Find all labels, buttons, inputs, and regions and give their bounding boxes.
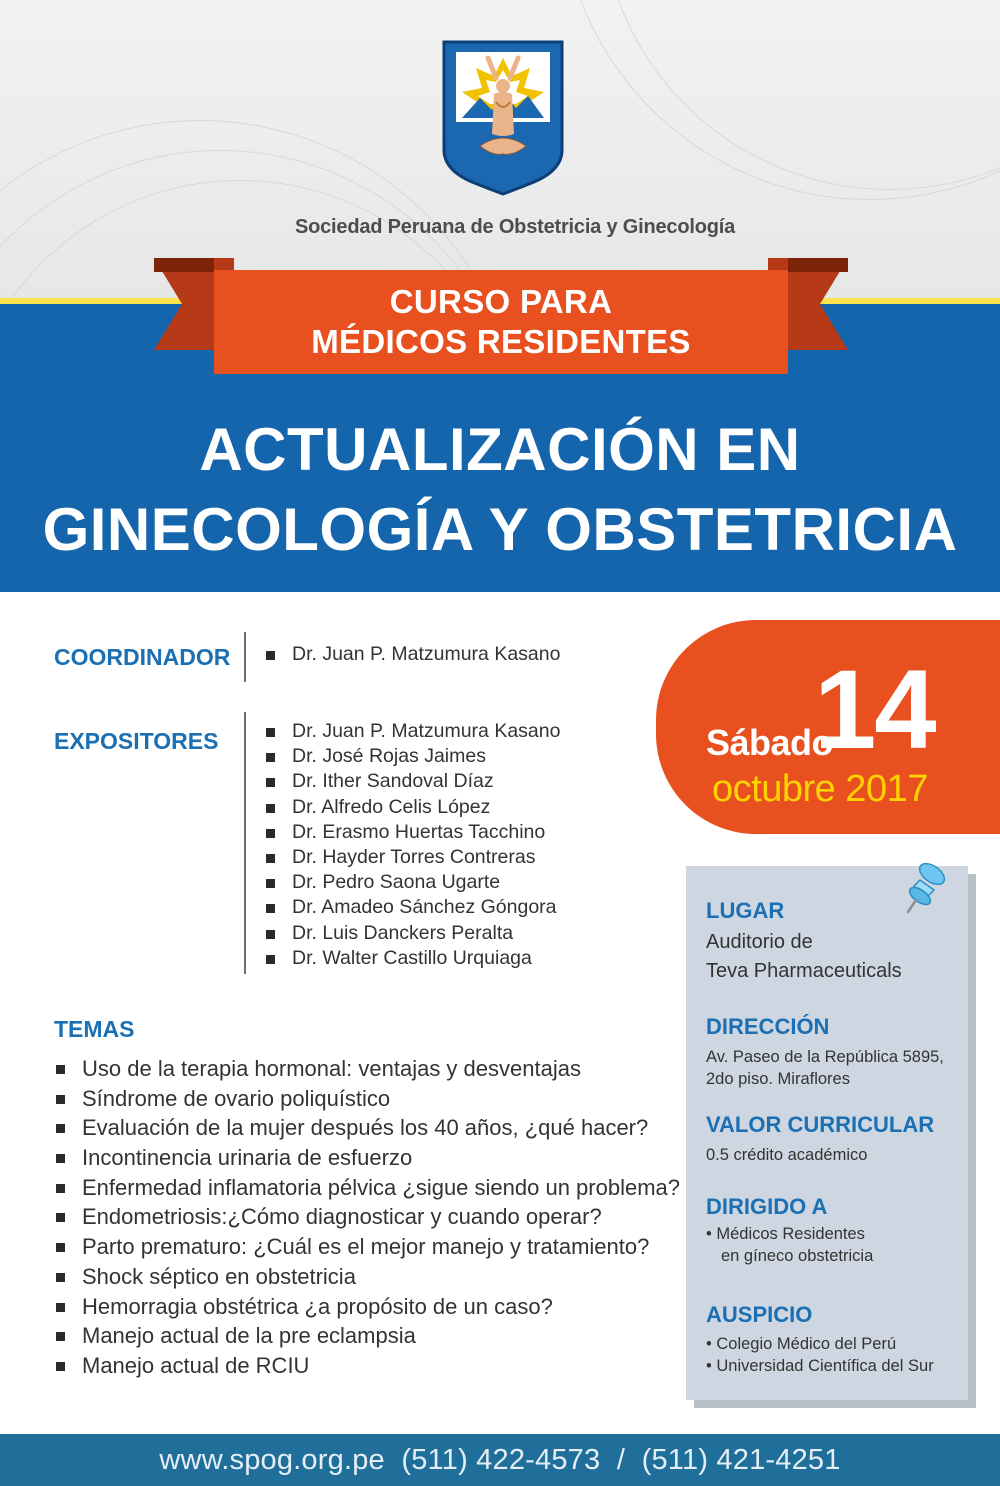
speaker-name: Dr. Pedro Saona Ugarte: [264, 870, 560, 895]
divider-line: [244, 632, 246, 682]
sponsor-text: [706, 1333, 934, 1377]
day-name: Sábado: [706, 722, 834, 763]
topic-item: Incontinencia urinaria de esfuerzo: [54, 1143, 680, 1173]
ribbon-line-2: MÉDICOS RESIDENTES: [311, 323, 691, 360]
address-line-1: Av. Paseo de la República 5895,: [706, 1048, 944, 1066]
course-ribbon: [214, 270, 788, 374]
society-crest-logo: [440, 38, 566, 196]
speaker-name: Dr. Hayder Torres Contreras: [264, 845, 560, 870]
topic-item: Endometriosis:¿Cómo diagnosticar y cuando operar?: [54, 1202, 680, 1232]
audience-text: [706, 1223, 873, 1267]
topic-item: Manejo actual de RCIU: [54, 1351, 680, 1381]
course-title: [0, 410, 1000, 570]
ribbon-line-1: CURSO PARA: [389, 283, 613, 320]
topic-item: Síndrome de ovario poliquístico: [54, 1084, 680, 1114]
speaker-name: Dr. Luis Danckers Peralta: [264, 921, 560, 946]
speaker-name: Dr. Alfredo Celis López: [264, 795, 560, 820]
topic-item: Enfermedad inflamatoria pélvica ¿sigue siendo un problema?: [54, 1173, 680, 1203]
contact-text: www.spog.org.pe (511) 422-4573 / (511) 421-4251: [159, 1444, 841, 1476]
title-line-1: ACTUALIZACIÓN EN: [199, 416, 801, 483]
speakers-label: EXPOSITORES: [54, 728, 219, 754]
divider-line: [244, 712, 246, 974]
speaker-name: Dr. Amadeo Sánchez Góngora: [264, 895, 560, 920]
month-year: octubre 2017: [712, 768, 928, 810]
coordinator-name: Dr. Juan P. Matzumura Kasano: [264, 642, 560, 667]
place-label: LUGAR: [706, 898, 785, 923]
topic-item: Uso de la terapia hormonal: ventajas y desventajas: [54, 1054, 680, 1084]
speaker-name: Dr. José Rojas Jaimes: [264, 744, 560, 769]
topic-item: Parto prematuro: ¿Cuál es el mejor manejo y tratamiento?: [54, 1232, 680, 1262]
sponsor-label: AUSPICIO: [706, 1302, 813, 1327]
topic-item: Hemorragia obstétrica ¿a propósito de un caso?: [54, 1292, 680, 1322]
day-number: 14: [814, 647, 935, 772]
credit-text: 0.5 crédito académico: [706, 1146, 868, 1164]
ribbon-fold-left: [154, 258, 214, 272]
topic-item: Manejo actual de la pre eclampsia: [54, 1321, 680, 1351]
sponsor-line-1: • Colegio Médico del Perú: [706, 1335, 897, 1353]
place-line-1: Auditorio de: [706, 931, 813, 953]
contact-footer: [0, 1434, 1000, 1486]
society-name: Sociedad Peruana de Obstetricia y Ginecología: [294, 216, 736, 238]
coordinator-list: [264, 642, 560, 667]
audience-line-2: en gíneco obstetricia: [721, 1247, 874, 1265]
speaker-name: Dr. Ither Sandoval Díaz: [264, 769, 560, 794]
ribbon-fold-right: [788, 258, 848, 272]
pushpin-icon: [896, 856, 958, 918]
address-label: DIRECCIÓN: [706, 1014, 830, 1039]
title-line-2: GINECOLOGÍA Y OBSTETRICIA: [42, 496, 958, 563]
place-line-2: Teva Pharmaceuticals: [706, 960, 902, 982]
topics-label: TEMAS: [54, 1016, 135, 1042]
topic-item: Shock séptico en obstetricia: [54, 1262, 680, 1292]
speaker-name: Dr. Erasmo Huertas Tacchino: [264, 820, 560, 845]
topic-item: Evaluación de la mujer después los 40 años, ¿qué hacer?: [54, 1113, 680, 1143]
speakers-list: [264, 719, 560, 971]
sponsor-line-2: • Universidad Científica del Sur: [706, 1357, 934, 1375]
topics-list: [54, 1054, 680, 1381]
speaker-name: Dr. Juan P. Matzumura Kasano: [264, 719, 560, 744]
credit-label: VALOR CURRICULAR: [706, 1112, 935, 1137]
audience-line-1: • Médicos Residentes: [706, 1225, 865, 1243]
audience-label: DIRIGIDO A: [706, 1194, 828, 1219]
speaker-name: Dr. Walter Castillo Urquiaga: [264, 946, 560, 971]
address-text: [706, 1046, 944, 1090]
place-text: [706, 928, 902, 986]
address-line-2: 2do piso. Miraflores: [706, 1070, 850, 1088]
coordinator-label: COORDINADOR: [54, 644, 231, 670]
